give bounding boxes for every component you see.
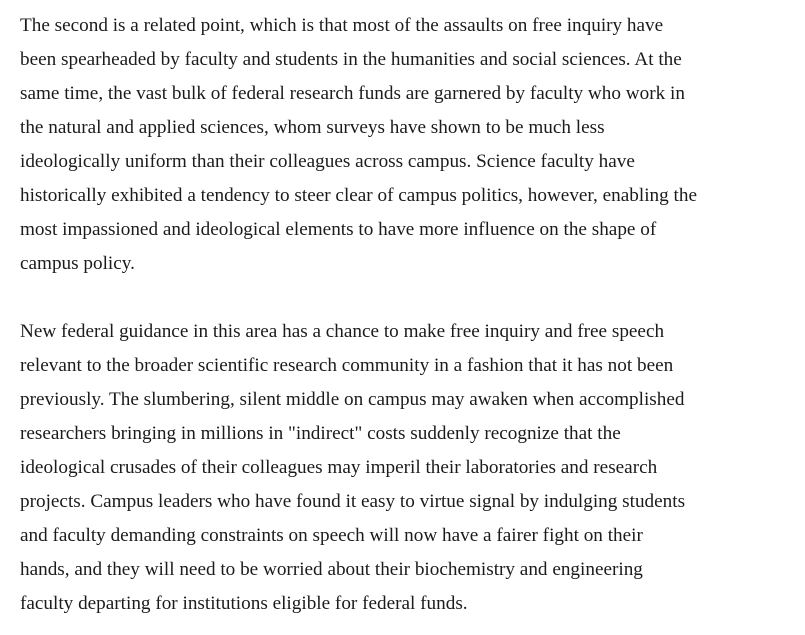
paragraph-1-line: ideologically uniform than their colleagues across campus. Science faculty have: [20, 151, 635, 172]
paragraph-2-line: New federal guidance in this area has a chance to make free inquiry and free speech: [20, 321, 665, 342]
paragraph-2-line: faculty departing for institutions eligible for federal funds.: [20, 593, 468, 614]
paragraph-2-line: researchers bringing in millions in "indirect" costs suddenly recognize that the: [20, 423, 621, 444]
paragraph-2-line: hands, and they will need to be worried about their biochemistry and engineering: [20, 559, 643, 580]
paragraph-2: [20, 315, 800, 621]
paragraph-1-line: been spearheaded by faculty and students in the humanities and social sciences. At the: [20, 49, 682, 70]
paragraph-2-line: ideological crusades of their colleagues may imperil their laboratories and research: [20, 457, 658, 478]
paragraph-2-line: previously. The slumbering, silent middle on campus may awaken when accomplished: [20, 389, 685, 410]
paragraph-2-line: relevant to the broader scientific research community in a fashion that it has not been: [20, 355, 674, 376]
paragraph-1-line: The second is a related point, which is that most of the assaults on free inquiry have: [20, 15, 664, 36]
paragraph-1-line: the natural and applied sciences, whom surveys have shown to be much less: [20, 117, 605, 138]
paragraph-2-line: projects. Campus leaders who have found it easy to virtue signal by indulging students: [20, 491, 686, 512]
paragraph-1: [20, 9, 800, 281]
paragraph-2-line: and faculty demanding constraints on speech will now have a fairer fight on their: [20, 525, 643, 546]
paragraph-1-line: historically exhibited a tendency to steer clear of campus politics, however, enabling the: [20, 185, 697, 206]
paragraph-1-line: same time, the vast bulk of federal research funds are garnered by faculty who work in: [20, 83, 685, 104]
paragraph-1-line: campus policy.: [20, 253, 135, 274]
article-body: [20, 9, 800, 621]
paragraph-1-line: most impassioned and ideological elements to have more influence on the shape of: [20, 219, 657, 240]
